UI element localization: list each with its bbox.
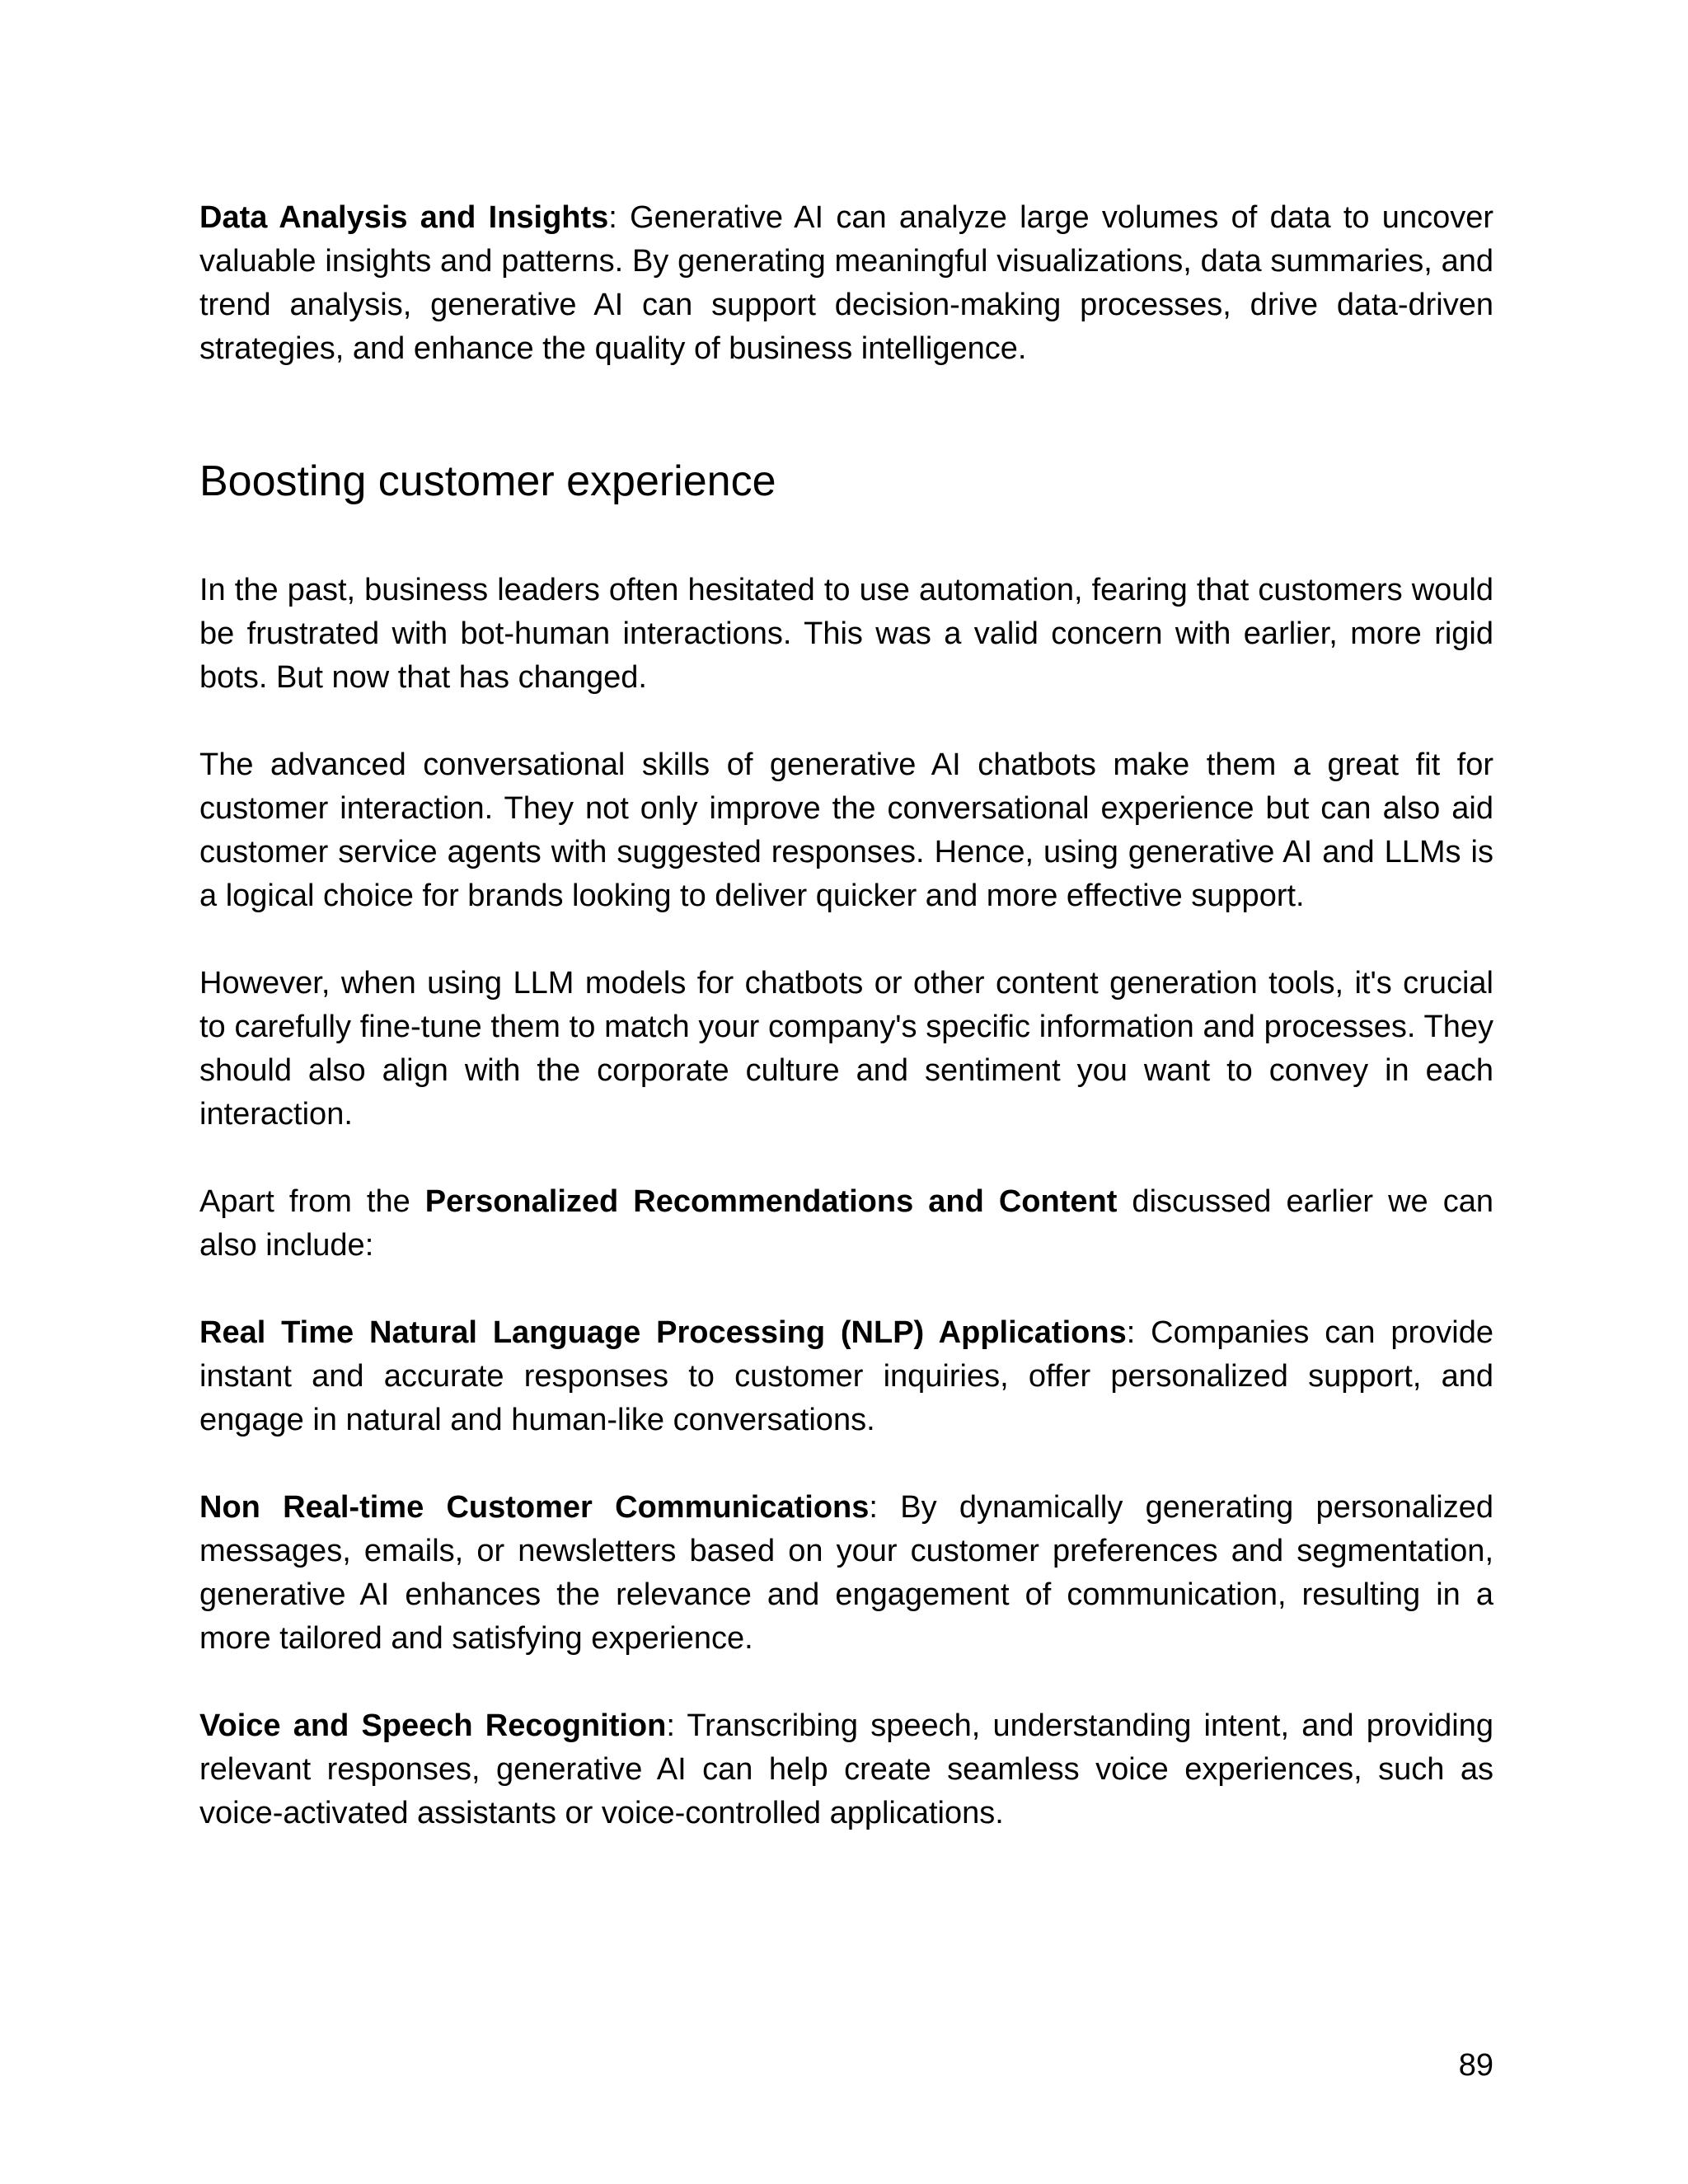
paragraph-conversational-skills: The advanced conversational skills of generative AI chatbots make them a great fit for customer interaction. They not only improve the conversational experience but can also aid customer service agents with suggested responses. Hence, using generative AI and LLMs is a logical choice for brands looking to deliver quicker and more effective support. xyxy=(199,748,1493,913)
text-data-analysis: : Generative AI can analyze large volumes of data to uncover valuable insights and patterns. By generating meaningful visualizations, data summaries, and trend analysis, generative AI can support decision-making processes, drive data-driven strategies, and enhance the quality of business intelligence. xyxy=(199,200,1493,366)
paragraph-apart-from xyxy=(199,1180,1493,1268)
page-number: 89 xyxy=(1458,2048,1493,2083)
text-voice-speech: : Transcribing speech, understanding intent, and providing relevant responses, generative AI can help create seamless voice experiences, such as voice-activated assistants or voice-controlled applications. xyxy=(199,1708,1493,1830)
paragraph-past-automation: In the past, business leaders often hesitated to use automation, fearing that customers would be frustrated with bot-human interactions. This was a valid concern with earlier, more rigid bots. But now that has changed. xyxy=(199,573,1493,695)
paragraph-nlp-applications xyxy=(199,1311,1493,1442)
term-nlp-applications: Real Time Natural Language Processing (NLP) Applications xyxy=(199,1315,1127,1350)
paragraph-non-realtime-communications xyxy=(199,1486,1493,1661)
apart-before: Apart from the xyxy=(199,1184,425,1219)
text-nlp-applications: : Companies can provide instant and accurate responses to customer inquiries, offer personalized support, and engage in natural and human-like conversations. xyxy=(199,1315,1493,1437)
term-data-analysis: Data Analysis and Insights xyxy=(199,200,609,235)
term-non-realtime-communications: Non Real-time Customer Communications xyxy=(199,1490,870,1525)
term-personalized-recommendations: Personalized Recommendations and Content xyxy=(424,1184,1118,1219)
paragraph-voice-speech xyxy=(199,1704,1493,1835)
term-voice-speech: Voice and Speech Recognition xyxy=(199,1708,667,1743)
apart-after: discussed earlier we can also include: xyxy=(199,1184,1493,1263)
paragraph-data-analysis xyxy=(199,196,1493,371)
document-page xyxy=(199,196,1493,1835)
section-heading: Boosting customer experience xyxy=(199,457,776,505)
text-non-realtime-communications: : By dynamically generating personalized messages, emails, or newsletters based on your customer preferences and segmentation, generative AI enhances the relevance and engagement of communication, resulting in a more tailored and satisfying experience. xyxy=(199,1490,1494,1656)
paragraph-fine-tune: However, when using LLM models for chatbots or other content generation tools, it's crucial to carefully fine-tune them to match your company's specific information and processes. They should also align with the corporate culture and sentiment you want to convey in each interaction. xyxy=(199,966,1493,1132)
